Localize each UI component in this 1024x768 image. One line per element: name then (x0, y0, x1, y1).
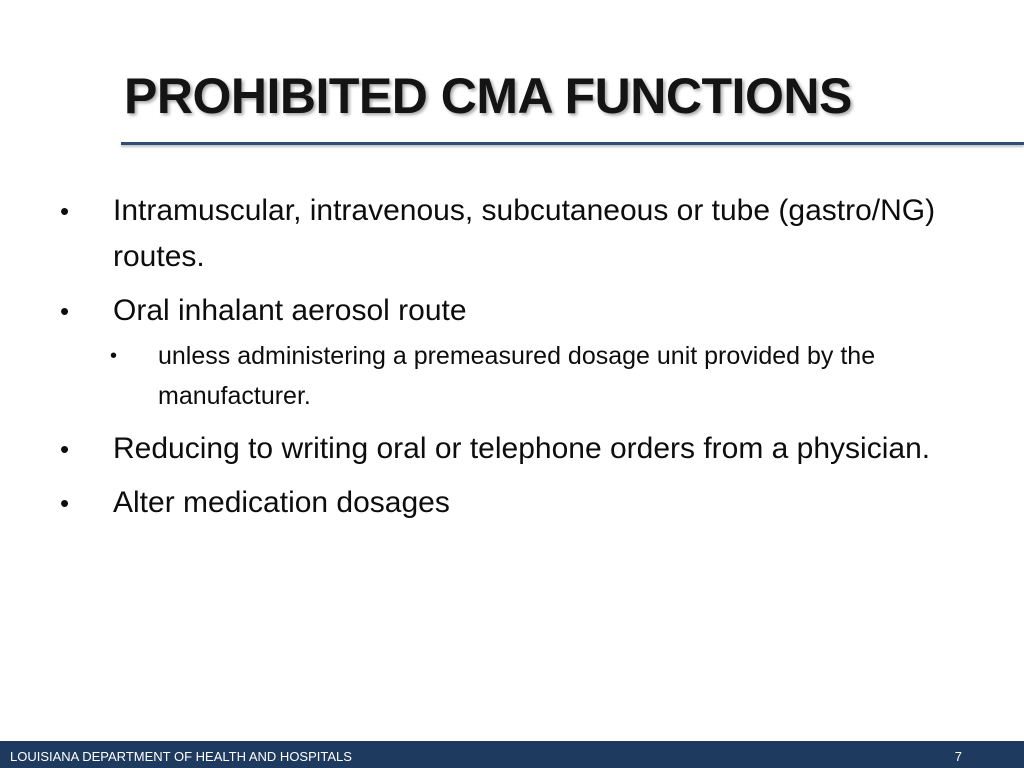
bullet-text: Alter medication dosages (113, 486, 450, 519)
bullet-dot-icon: • (60, 196, 70, 226)
bullet-item (0, 480, 1024, 526)
bullet-list (0, 188, 1024, 534)
sub-bullet-text: unless administering a premeasured dosage unit provided by the manufacturer. (158, 342, 876, 410)
bullet-item (0, 188, 1024, 280)
bullet-text: Intramuscular, intravenous, subcutaneous or tube (gastro/NG) routes. (113, 194, 936, 273)
slide-title: PROHIBITED CMA FUNCTIONS (124, 68, 852, 124)
footer-bar (0, 741, 1024, 768)
bullet-text: Reducing to writing oral or telephone orders from a physician. (113, 432, 931, 465)
title-underline (121, 142, 1024, 145)
sub-bullet-dot-icon: • (110, 345, 118, 367)
sub-bullet-item (0, 336, 1024, 416)
bullet-item (0, 426, 1024, 472)
bullet-item (0, 288, 1024, 334)
bullet-text: Oral inhalant aerosol route (113, 294, 467, 327)
bullet-dot-icon: • (60, 434, 70, 464)
bullet-dot-icon: • (60, 488, 70, 518)
bullet-dot-icon: • (60, 296, 70, 326)
footer-organization: LOUISIANA DEPARTMENT OF HEALTH AND HOSPITALS (10, 749, 352, 764)
page-number: 7 (954, 749, 962, 764)
